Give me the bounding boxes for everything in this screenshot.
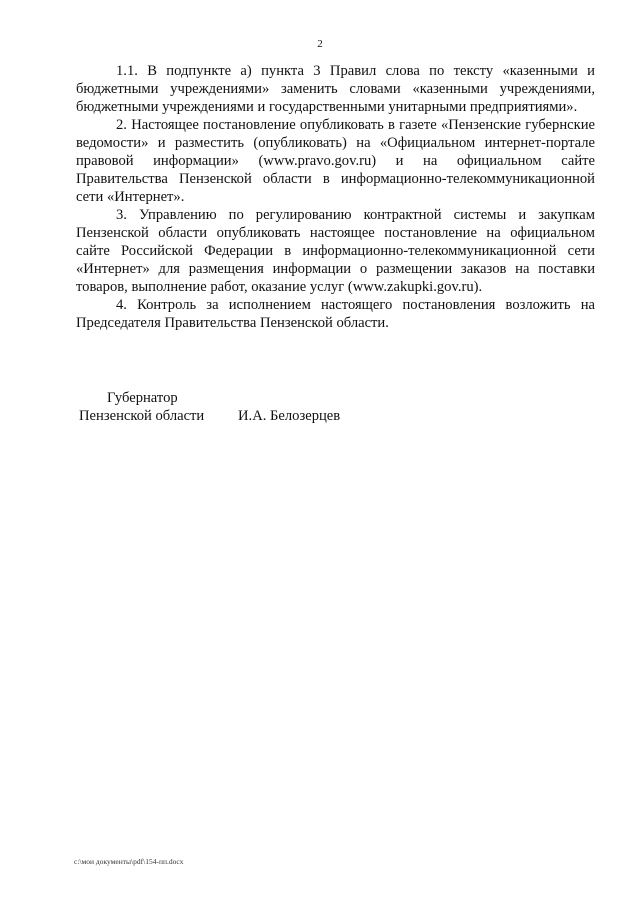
footer-file-path: c:\мои документы\pdf\154-пп.docx [74, 857, 184, 866]
signatory-title-line2: Пензенской области [79, 408, 205, 424]
paragraph-2: 2. Настоящее постановление опубликовать в газете «Пензенские губернские ведомости» и разместить (опубликовать) на «Официальном интернет-портале правовой информации» (www.pravo.gov.ru) и на официальном сайте Правительства Пензенской области в информационно-телекоммуникационной сети «Интернет». [76, 117, 595, 205]
signatory-title-line1: Губернатор [107, 390, 178, 406]
page-number: 2 [317, 38, 323, 50]
paragraph-1-1: 1.1. В подпункте а) пункта 3 Правил слова по тексту «казенными и бюджетными учреждениями» заменить словами «казенными учреждениями, бюджетными учреждениями и государственными унитарными предприятиями». [76, 63, 595, 115]
paragraph-3: 3. Управлению по регулированию контрактной системы и закупкам Пензенской области опубликовать настоящее постановление на официальном сайте Российской Федерации в информационно-телекоммуникационной сети «Интернет» для размещения информации о размещении заказов на поставки товаров, выполнение работ, оказание услуг (www.zakupki.gov.ru). [76, 207, 595, 295]
paragraph-4: 4. Контроль за исполнением настоящего постановления возложить на Председателя Правительства Пензенской области. [76, 297, 595, 331]
document-body [76, 62, 595, 332]
signatory-name: И.А. Белозерцев [238, 408, 341, 424]
